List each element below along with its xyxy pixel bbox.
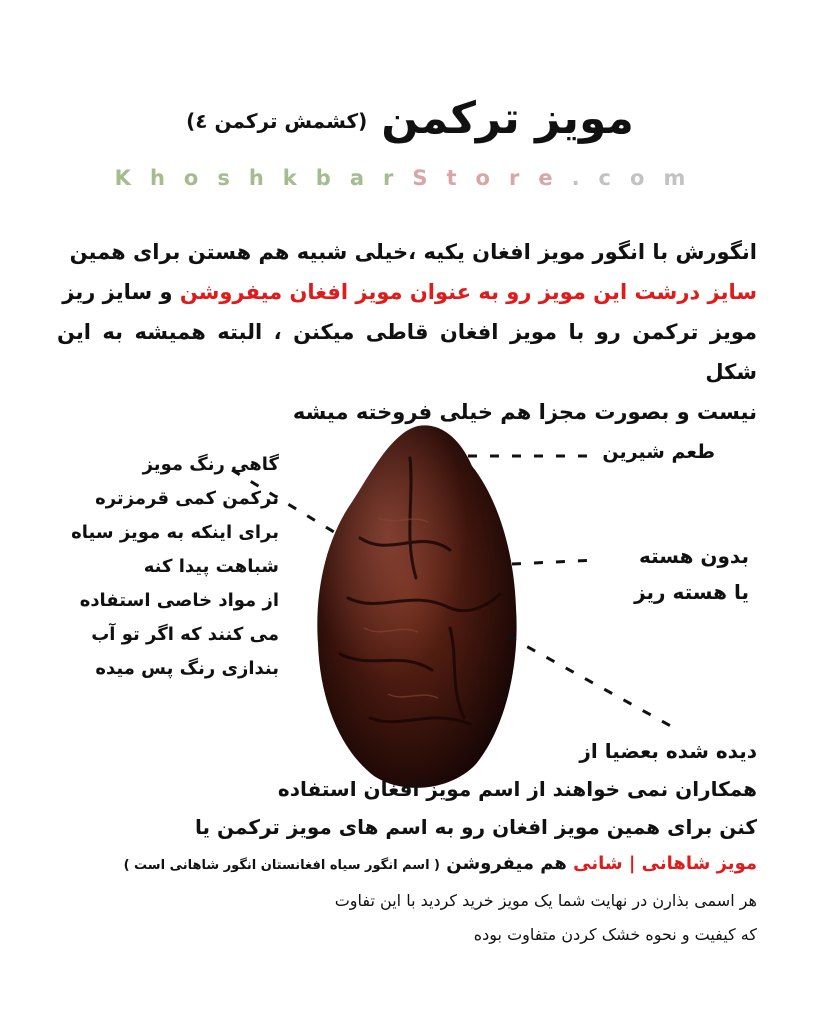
note-line: بندازی رنگ پس میده xyxy=(95,658,279,679)
website-watermark xyxy=(0,166,819,190)
site-letter: K xyxy=(114,166,150,190)
site-letter: h xyxy=(149,166,184,190)
site-letter: . xyxy=(571,166,599,190)
note-color-dye xyxy=(49,448,279,686)
site-letter: e xyxy=(538,166,572,190)
highlight-text: سایز درشت این مویز رو به عنوان مویز افغان میفروشن xyxy=(179,280,757,304)
bottom-line: هر اسمی بذارن در نهایت شما یک مویز خرید کردید با این تفاوت xyxy=(334,891,757,910)
note-line: ترکمن کمی قرمزتره xyxy=(95,488,279,509)
note-line: یا هسته ریز xyxy=(634,580,749,604)
site-letter: o xyxy=(475,166,509,190)
site-letter: a xyxy=(349,166,383,190)
site-letter: b xyxy=(315,166,350,190)
site-letter: o xyxy=(183,166,218,190)
site-letter: r xyxy=(382,166,413,190)
bottom-line: دیده شده بعضیا از xyxy=(579,739,757,763)
note-line: از مواد خاصی استفاده xyxy=(79,590,279,611)
site-letter: s xyxy=(217,166,249,190)
site-letter: c xyxy=(598,166,630,190)
page-subtitle: (کشمش ترکمن ٤) xyxy=(186,109,368,133)
intro-line: انگورش با انگور مویز افغان یکیه ،خیلی شبیه هم هستن برای همین xyxy=(69,240,757,264)
intro-paragraph xyxy=(57,232,757,432)
site-letter: o xyxy=(630,166,664,190)
note-line: برای اینکه به مویز سیاه xyxy=(71,522,279,543)
note-sweet-taste: طعم شیرین xyxy=(602,441,715,463)
note-seedless xyxy=(609,538,749,610)
intro-line xyxy=(57,272,757,312)
intro-line: نیست و بصورت مجزا هم خیلی فروخته میشه xyxy=(292,400,757,424)
bottom-line: همکاران نمی خواهند از اسم مویز افغان استفاده xyxy=(277,777,757,801)
note-line: می کنند که اگر تو آب xyxy=(91,624,279,645)
site-letter: S xyxy=(412,166,447,190)
site-letter: t xyxy=(446,166,476,190)
page-title: مویز ترکمن xyxy=(381,92,634,144)
note-line: بدون هسته xyxy=(638,544,749,568)
note-line: شباهت پیدا کنه xyxy=(143,556,279,577)
bottom-line: کنن برای همین مویز افغان رو به اسم های مویز ترکمن یا xyxy=(194,815,757,839)
highlight-text: مویز شاهانی | شانی xyxy=(573,853,757,874)
site-letter: m xyxy=(663,166,705,190)
bottom-text: هم میفروشن xyxy=(440,853,574,874)
bottom-note: ( اسم انگور سیاه افغانستان انگور شاهانی است ) xyxy=(123,858,440,873)
site-letter: k xyxy=(282,166,316,190)
intro-line: مویز ترکمن رو با مویز افغان قاطی میکنن ، البته همیشه به این شکل xyxy=(57,320,757,384)
bottom-line: که کیفیت و نحوه خشک کردن متفاوت بوده xyxy=(473,925,757,944)
site-letter: r xyxy=(508,166,539,190)
title-block xyxy=(150,78,670,158)
note-line: گاهی رنگ مویز xyxy=(142,454,279,475)
site-letter: h xyxy=(248,166,283,190)
intro-text: و سایز ریز xyxy=(62,280,180,304)
bottom-paragraph xyxy=(57,732,757,952)
bottom-line xyxy=(57,846,757,884)
